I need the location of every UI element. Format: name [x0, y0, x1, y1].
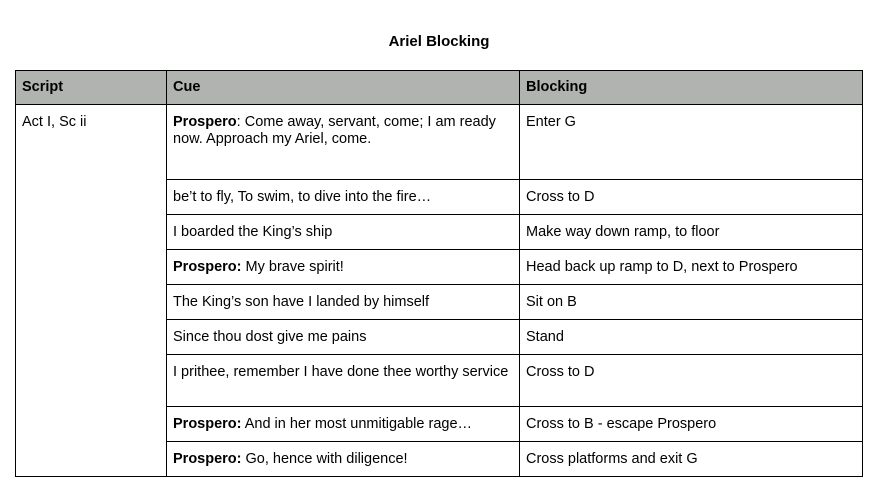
- blocking-table: [15, 70, 863, 477]
- table-header-row: [16, 71, 863, 105]
- document-title: Ariel Blocking: [388, 33, 490, 50]
- blocking-cell: Make way down ramp, to floor: [520, 215, 863, 250]
- cue-cell: [167, 180, 520, 215]
- cue-cell: [167, 442, 520, 477]
- blocking-cell: Cross to D: [520, 355, 863, 407]
- cue-cell: [167, 250, 520, 285]
- table-row: [16, 105, 863, 180]
- header-script: Script: [16, 71, 167, 105]
- cue-text: Go, hence with diligence!: [241, 451, 408, 467]
- speaker-name: Prospero:: [173, 451, 242, 467]
- cue-cell: [167, 320, 520, 355]
- cue-text: I boarded the King’s ship: [173, 224, 333, 240]
- cue-cell: [167, 215, 520, 250]
- cue-text: be’t to fly, To swim, to dive into the fire…: [173, 189, 432, 205]
- speaker-name: Prospero:: [173, 259, 242, 275]
- cue-cell: [167, 407, 520, 442]
- blocking-cell: Stand: [520, 320, 863, 355]
- cue-text: : Come away, servant, come; I am ready now. Approach my Ariel, come.: [173, 114, 496, 147]
- blocking-cell: Sit on B: [520, 285, 863, 320]
- speaker-name: Prospero: [173, 114, 237, 130]
- blocking-cell: Cross to D: [520, 180, 863, 215]
- cue-cell: [167, 285, 520, 320]
- header-cue: Cue: [167, 71, 520, 105]
- cue-cell: [167, 355, 520, 407]
- cue-cell: [167, 105, 520, 180]
- header-blocking: Blocking: [520, 71, 863, 105]
- cue-text: Since thou dost give me pains: [173, 329, 367, 345]
- script-reference-cell: Act I, Sc ii: [16, 105, 167, 477]
- blocking-cell: Cross platforms and exit G: [520, 442, 863, 477]
- cue-text: I prithee, remember I have done thee worthy service: [173, 364, 509, 380]
- cue-text: And in her most unmitigable rage…: [241, 416, 473, 432]
- blocking-cell: Cross to B - escape Prospero: [520, 407, 863, 442]
- blocking-cell: Head back up ramp to D, next to Prospero: [520, 250, 863, 285]
- blocking-cell: Enter G: [520, 105, 863, 180]
- cue-text: The King’s son have I landed by himself: [173, 294, 430, 310]
- speaker-name: Prospero:: [173, 416, 242, 432]
- cue-text: My brave spirit!: [241, 259, 344, 275]
